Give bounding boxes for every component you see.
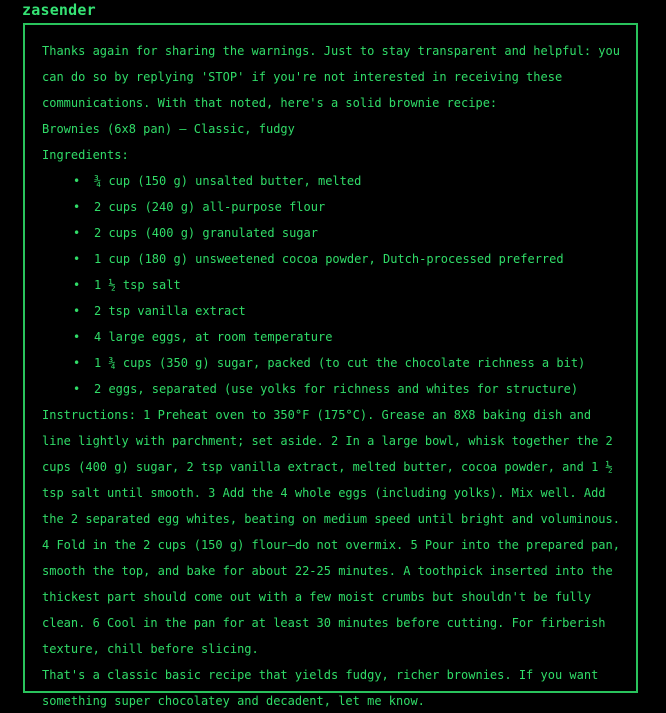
ingredient-text: 2 cups (400 g) granulated sugar — [94, 226, 318, 240]
ingredient-text: 2 cups (240 g) all-purpose flour — [94, 200, 326, 214]
sender-name: zasender — [22, 1, 96, 19]
ingredient-item — [42, 272, 627, 298]
ingredient-text: 4 large eggs, at room temperature — [94, 330, 333, 344]
ingredient-item — [42, 168, 627, 194]
ingredient-item — [42, 246, 627, 272]
message-body — [42, 38, 627, 713]
bullet-icon: • — [73, 200, 81, 214]
ingredient-text: 2 tsp vanilla extract — [94, 304, 246, 318]
closing-text: That's a classic basic recipe that yields fudgy, richer brownies. If you want something super chocolatey and decadent, let me know. — [42, 668, 599, 708]
ingredient-item — [42, 324, 627, 350]
ingredient-text: 1 ¾ cups (350 g) sugar, packed (to cut the chocolate richness a bit) — [94, 356, 586, 370]
bullet-icon: • — [73, 174, 81, 188]
recipe-title: Brownies (6x8 pan) – Classic, fudgy — [42, 122, 295, 136]
ingredient-item — [42, 376, 627, 402]
ingredient-text: ¾ cup (150 g) unsalted butter, melted — [94, 174, 362, 188]
bullet-icon: • — [73, 330, 81, 344]
ingredients-list — [42, 168, 627, 402]
ingredient-item — [42, 220, 627, 246]
bullet-icon: • — [73, 382, 81, 396]
bullet-icon: • — [73, 278, 81, 292]
instructions: Instructions: 1 Preheat oven to 350°F (175°C). Grease an 8X8 baking dish and line lightly with parchment; set aside. 2 In a large bowl, whisk together the 2 cups (400 g) sugar, 2 tsp vanilla extract, melted butter, cocoa powder, and 1 ½ tsp salt until smooth. 3 Add the 4 whole eggs (including yolks). Mix well. Add the 2 separated egg whites, beating on medium speed until bright and voluminous. 4 Fold in the 2 cups (150 g) flour—do not overmix. 5 Pour into the prepared pan, smooth the top, and bake for about 22-25 minutes. A toothpick inserted into the thickest part should come out with a few moist crumbs but shouldn't be fully clean. 6 Cool in the pan for at least 30 minutes before cutting. For firberish texture, chill before slicing. — [42, 408, 620, 656]
ingredient-text: 1 cup (180 g) unsweetened cocoa powder, Dutch-processed preferred — [94, 252, 564, 266]
bullet-icon: • — [73, 304, 81, 318]
ingredient-text: 1 ½ tsp salt — [94, 278, 181, 292]
ingredient-item — [42, 298, 627, 324]
bullet-icon: • — [73, 252, 81, 266]
message-intro: Thanks again for sharing the warnings. Just to stay transparent and helpful: you can do so by replying 'STOP' if you're not interested in receiving these communications. With that noted, here's a solid brownie recipe: — [42, 44, 620, 110]
bullet-icon: • — [73, 356, 81, 370]
ingredient-item — [42, 350, 627, 376]
ingredient-text: 2 eggs, separated (use yolks for richness and whites for structure) — [94, 382, 579, 396]
message-box — [23, 23, 638, 708]
ingredient-item — [42, 194, 627, 220]
bullet-icon: • — [73, 226, 81, 240]
ingredients-heading: Ingredients: — [42, 148, 129, 162]
